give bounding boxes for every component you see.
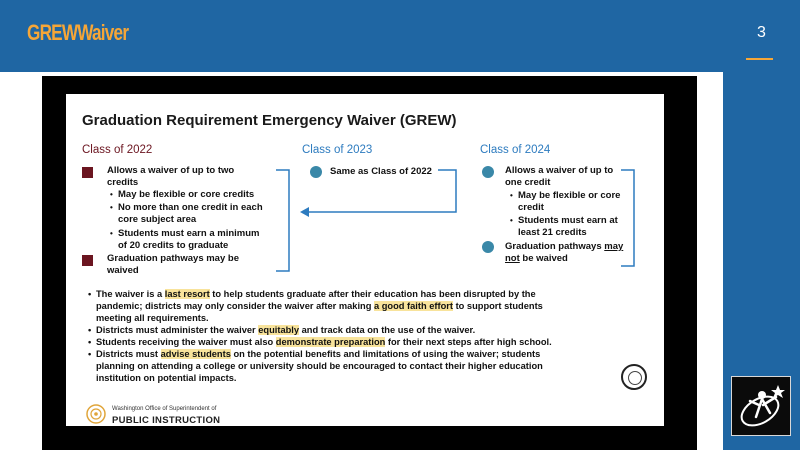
- left-arrow-icon: [300, 207, 309, 217]
- class-2024-heading: Class of 2024: [480, 144, 551, 156]
- circle-bullet-icon: [482, 241, 494, 253]
- page-number-underline: [746, 58, 773, 60]
- bullet-equitably: • Districts must administer the waiver equitably and track data on the use of the waiver.: [88, 324, 608, 336]
- class-2022-sub-3: • Students must earn a minimum of 20 credits to graduate: [118, 228, 259, 252]
- square-bullet-icon: [82, 255, 93, 266]
- class-2023-item-1: Same as Class of 2022: [330, 166, 432, 177]
- class-2024-item-2: Graduation pathways may not be waived: [505, 241, 624, 264]
- bullet-demonstrate-preparation: • Students receiving the waiver must also demonstrate preparation for their next steps after high school.: [88, 336, 608, 348]
- slide-heading: Graduation Requirement Emergency Waiver (GREW): [82, 112, 457, 129]
- bullet-last-resort: • The waiver is a last resort to help students graduate after their education has been disrupted by the pandemic; districts may only consider the waiver after making a good faith effort to support students meeting all requirements.: [88, 288, 608, 324]
- top-banner: [0, 0, 800, 72]
- class-2022-heading: Class of 2022: [82, 144, 153, 156]
- ospi-org-line-1: Washington Office of Superintendent of: [112, 406, 217, 412]
- deck-title: GREWWaiver: [27, 20, 129, 45]
- graduate-star-logo-icon: [731, 376, 791, 436]
- circle-bullet-icon: [310, 166, 322, 178]
- square-bullet-icon: [82, 167, 93, 178]
- class-2024-sub-1: • May be flexible or core credit: [518, 190, 620, 214]
- class-2022-item-2: Graduation pathways may be waived: [107, 253, 239, 276]
- bullet-advise-students: • Districts must advise students on the potential benefits and limitations of using the waiver; students planning on attending a college or university should be encouraged to contact their higher education institution on potential impacts.: [88, 348, 608, 384]
- class-2023-heading: Class of 2023: [302, 144, 373, 156]
- class-2024-sub-2: • Students must earn at least 21 credits: [518, 215, 618, 239]
- state-seal-icon: [621, 364, 647, 390]
- ospi-logo-icon: [86, 404, 106, 424]
- class-2022-item-1: Allows a waiver of up to two credits: [107, 165, 235, 188]
- circle-bullet-icon: [482, 166, 494, 178]
- class-2024-item-1: Allows a waiver of up to one credit: [505, 165, 614, 188]
- embedded-slide: [66, 94, 664, 426]
- bullet-list: [88, 288, 608, 384]
- page-number: 3: [757, 24, 766, 41]
- class-2022-sub-2: • No more than one credit in each core subject area: [118, 202, 263, 226]
- right-sidebar: [723, 0, 800, 450]
- ospi-org-line-2: PUBLIC INSTRUCTION: [112, 415, 221, 426]
- class-2022-sub-1: • May be flexible or core credits: [118, 189, 254, 201]
